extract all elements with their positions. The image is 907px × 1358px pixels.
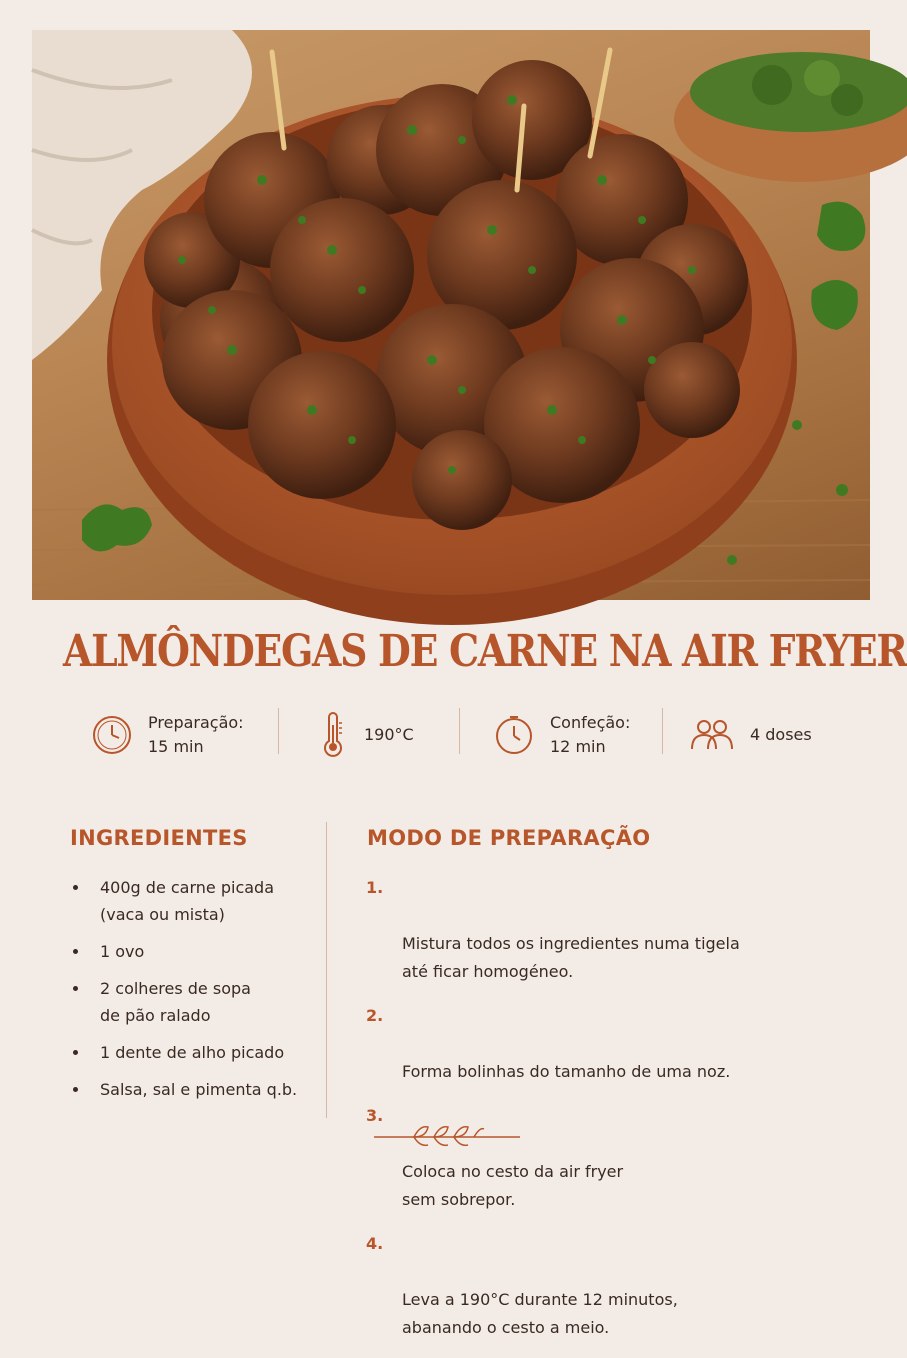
method-step <box>366 1002 846 1086</box>
thermometer-icon <box>318 713 348 757</box>
ingredient-item: 1 ovo <box>70 938 320 965</box>
prep-value: 15 min <box>148 737 204 756</box>
ingredient-item: 1 dente de alho picado <box>70 1039 320 1066</box>
method-step <box>366 874 846 986</box>
recipe-title: ALMÔNDEGAS DE CARNE NA AIR FRYER <box>63 626 907 677</box>
ingredients-list <box>70 874 320 1113</box>
ingredient-item: Salsa, sal e pimenta q.b. <box>70 1076 320 1103</box>
cook-label: Confeção: <box>550 713 631 732</box>
leaf-ornament-icon <box>374 1120 520 1150</box>
info-divider <box>662 708 663 754</box>
cook-time-info <box>492 700 630 770</box>
cook-value: 12 min <box>550 737 606 756</box>
people-icon <box>688 713 736 757</box>
prep-time-info <box>90 700 244 770</box>
ingredient-item: 2 colheres de sopa de pão ralado <box>70 975 320 1029</box>
step-number: 4. <box>366 1234 384 1253</box>
info-divider <box>459 708 460 754</box>
step-number: 2. <box>366 1006 384 1025</box>
step-text: Coloca no cesto da air fryer sem sobrepor. <box>402 1162 624 1209</box>
ingredient-item: 400g de carne picada (vaca ou mista) <box>70 874 320 928</box>
method-steps <box>366 874 846 1358</box>
info-divider <box>278 708 279 754</box>
method-heading: MODO DE PREPARAÇÃO <box>367 826 651 850</box>
timer-icon <box>492 713 536 757</box>
clock-icon <box>90 713 134 757</box>
method-step <box>366 1230 846 1342</box>
servings-info <box>688 700 812 770</box>
temperature-value: 190°C <box>364 725 414 744</box>
method-step <box>366 1102 846 1214</box>
step-number: 3. <box>366 1106 384 1125</box>
servings-value: 4 doses <box>750 725 812 744</box>
temperature-info <box>318 700 414 770</box>
step-number: 1. <box>366 878 384 897</box>
recipe-info-row <box>0 700 900 770</box>
prep-label: Preparação: <box>148 713 244 732</box>
step-text: Mistura todos os ingredientes numa tigela até ficar homogéneo. <box>402 934 740 981</box>
step-text: Forma bolinhas do tamanho de uma noz. <box>402 1062 731 1081</box>
ingredients-heading: INGREDIENTES <box>70 826 248 850</box>
hero-photo-meatballs <box>32 30 870 600</box>
step-text: Leva a 190°C durante 12 minutos, abanando o cesto a meio. <box>402 1290 678 1337</box>
column-divider <box>326 822 327 1118</box>
